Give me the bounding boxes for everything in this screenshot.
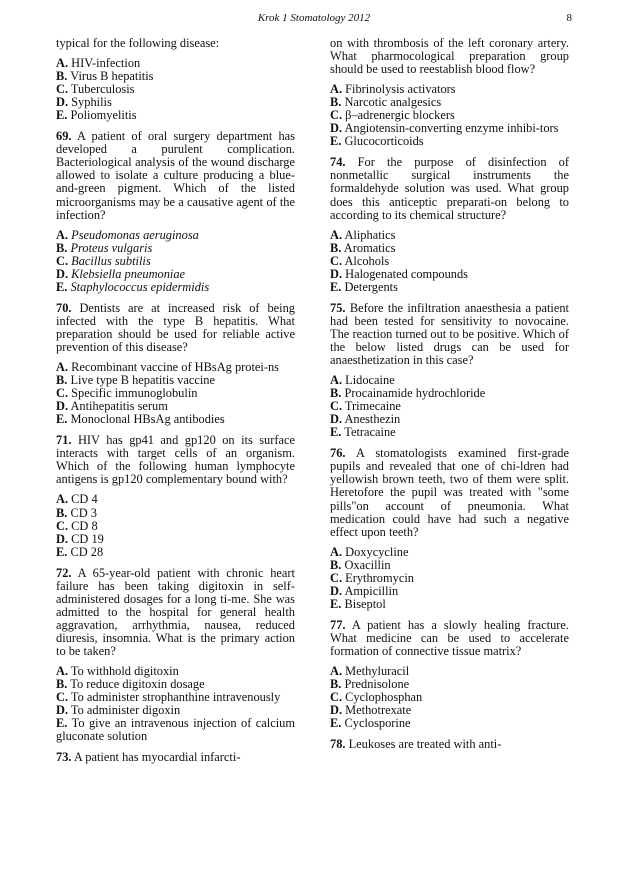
question-stem: typical for the following disease: xyxy=(56,36,220,50)
question-76 xyxy=(330,447,569,611)
page-number: 8 xyxy=(566,12,572,24)
option-text: Cyclosporine xyxy=(344,716,411,731)
option-text: CD 8 xyxy=(71,518,98,533)
question-75 xyxy=(330,302,569,439)
option-text: CD 28 xyxy=(70,544,104,559)
option-letter: C. xyxy=(330,690,343,705)
answer-option xyxy=(56,413,295,426)
option-text: CD 3 xyxy=(70,505,97,520)
answer-option xyxy=(56,281,295,294)
answer-option xyxy=(330,281,569,294)
option-letter: B. xyxy=(330,95,342,110)
option-text: Tuberculosis xyxy=(70,82,135,97)
option-letter: D. xyxy=(56,95,69,110)
question-78 xyxy=(330,738,569,751)
question-stem: on with thrombosis of the left coronary artery. What pharmocological preparation group should be used to reestablish blood flow? xyxy=(330,36,569,77)
option-text: Halogenated compounds xyxy=(345,266,468,281)
right-column xyxy=(330,37,569,759)
option-text: β–adrenergic blockers xyxy=(345,108,455,123)
option-text: Narcotic analgesics xyxy=(344,95,442,110)
question-77 xyxy=(330,619,569,730)
option-letter: D. xyxy=(330,412,343,427)
option-text: Syphilis xyxy=(71,95,112,110)
answer-options xyxy=(330,83,569,148)
option-letter: E. xyxy=(330,134,342,149)
question-number: 73. xyxy=(56,750,72,765)
answer-option xyxy=(56,717,295,743)
option-letter: E. xyxy=(330,596,342,611)
option-letter: D. xyxy=(330,121,343,136)
option-letter: A. xyxy=(330,664,343,679)
question-stem: A patient has myocardial infarcti- xyxy=(73,750,241,765)
option-letter: D. xyxy=(56,266,69,281)
question-continuation xyxy=(330,37,569,148)
option-letter: A. xyxy=(330,544,343,559)
question-74 xyxy=(330,156,569,293)
option-text: To withhold digitoxin xyxy=(70,664,179,679)
question-number: 76. xyxy=(330,446,346,461)
option-text: Virus B hepatitis xyxy=(70,69,154,84)
question-number: 70. xyxy=(56,300,72,315)
answer-option xyxy=(56,546,295,559)
option-text: Cyclophosphan xyxy=(345,690,423,705)
option-text: Pseudomonas aeruginosa xyxy=(71,227,199,242)
question-stem: Before the infiltration anaesthesia a patient had been tested for sensitivity to novocaine. The reaction turned out to be positive. Which of the below listed drugs can be used for anaesthetization in this case? xyxy=(330,300,569,368)
option-text: Specific immunoglobulin xyxy=(71,386,198,401)
option-letter: A. xyxy=(56,227,69,242)
option-text: Tetracaine xyxy=(344,425,396,440)
option-letter: B. xyxy=(56,69,68,84)
option-letter: D. xyxy=(330,703,343,718)
question-number: 77. xyxy=(330,617,346,632)
question-stem: HIV has gp41 and gp120 on its surface interacts with target cells of an organism. Which of the following human lymphocyte antigens is gp120 complementary bound with? xyxy=(56,433,295,487)
answer-options xyxy=(56,493,295,558)
option-text: Antihepatitis serum xyxy=(70,399,168,414)
option-text: Klebsiella pneumoniae xyxy=(71,266,186,281)
option-letter: C. xyxy=(330,399,343,414)
option-letter: A. xyxy=(330,373,343,388)
answer-options xyxy=(56,665,295,743)
question-stem: For the purpose of disinfection of nonmetallic surgical instruments the formaldehyde solution was used. What group does this anticeptic preparati-on belong to according to its chemical structure? xyxy=(330,155,569,222)
question-69 xyxy=(56,130,295,294)
question-stem: Leukoses are treated with anti- xyxy=(348,737,502,752)
option-letter: E. xyxy=(330,425,342,440)
option-letter: C. xyxy=(56,690,69,705)
option-text: Bacillus subtilis xyxy=(71,253,151,268)
question-stem: A patient has a slowly healing fracture. What medicine can be used to accelerate formation of connective tissue matrix? xyxy=(330,617,569,658)
option-text: Fibrinolysis activators xyxy=(345,82,456,97)
answer-option xyxy=(330,135,569,148)
question-stem: A 65-year-old patient with chronic heart failure has been taking digitoxin in self-administered dosages for a long ti-me. She was admitted to the hospital for general health aggravation, arrhythmia, nausea, reduced diuresis, insomnia. What is the primary action to be taken? xyxy=(56,565,295,658)
question-number: 72. xyxy=(56,565,72,580)
option-text: To give an intravenous injection of calcium gluconate solution xyxy=(56,716,296,744)
question-70 xyxy=(56,302,295,426)
option-letter: C. xyxy=(56,518,69,533)
option-letter: E. xyxy=(56,544,68,559)
question-stem: A stomatologists examined first-grade pupils and revealed that one of chi-ldren had yellowish brown teeth, two of them were split. Heretofore the pupil was treated with "some pills"on account of pneumonia. What medication could have had such a negative effect upon teeth? xyxy=(330,446,569,539)
option-text: Lidocaine xyxy=(345,373,395,388)
option-text: CD 19 xyxy=(71,531,104,546)
option-text: Aliphatics xyxy=(344,227,396,242)
option-text: HIV-infection xyxy=(71,56,141,71)
answer-options xyxy=(330,546,569,611)
question-number: 74. xyxy=(330,155,346,170)
option-text: Prednisolone xyxy=(344,677,410,692)
option-letter: C. xyxy=(56,386,69,401)
option-text: Oxacillin xyxy=(344,557,391,572)
option-text: Anesthezin xyxy=(344,412,401,427)
option-text: Detergents xyxy=(344,279,398,294)
option-letter: C. xyxy=(330,108,343,123)
option-letter: B. xyxy=(56,677,68,692)
option-letter: B. xyxy=(330,557,342,572)
answer-option xyxy=(330,598,569,611)
question-72 xyxy=(56,567,295,744)
option-text: To administer digoxin xyxy=(70,703,181,718)
option-text: To administer strophanthine intravenously xyxy=(70,690,281,705)
question-stem: A patient of oral surgery department has developed a purulent complication. Bacteriological analysis of the wound discharge allowed to isolate a culture producing a blue-and-green pigment. Which of the listed microorganisms may be a causative agent of the infection? xyxy=(56,129,295,222)
option-text: Methotrexate xyxy=(345,703,412,718)
question-number: 71. xyxy=(56,433,72,448)
option-text: CD 4 xyxy=(71,492,98,507)
option-letter: C. xyxy=(56,253,69,268)
option-letter: E. xyxy=(330,279,342,294)
option-letter: E. xyxy=(56,279,68,294)
option-letter: B. xyxy=(56,373,68,388)
option-letter: B. xyxy=(330,677,342,692)
option-text: Alcohols xyxy=(344,253,390,268)
option-letter: D. xyxy=(56,399,69,414)
option-text: Aromatics xyxy=(343,240,396,255)
option-letter: E. xyxy=(56,412,68,427)
question-73 xyxy=(56,751,295,764)
option-text: To reduce digitoxin dosage xyxy=(70,677,205,692)
answer-option xyxy=(330,717,569,730)
answer-options xyxy=(56,229,295,294)
option-letter: D. xyxy=(330,583,343,598)
option-text: Trimecaine xyxy=(344,399,401,414)
option-letter: C. xyxy=(56,82,69,97)
option-letter: E. xyxy=(330,716,342,731)
option-text: Monoclonal HBsAg antibodies xyxy=(70,412,225,427)
option-letter: C. xyxy=(330,570,343,585)
option-letter: B. xyxy=(56,240,68,255)
option-text: Proteus vulgaris xyxy=(70,240,153,255)
answer-option xyxy=(56,109,295,122)
option-letter: C. xyxy=(330,253,343,268)
option-text: Erythromycin xyxy=(345,570,414,585)
answer-options xyxy=(330,665,569,730)
option-letter: D. xyxy=(56,531,69,546)
option-letter: B. xyxy=(330,386,342,401)
option-letter: A. xyxy=(56,56,69,71)
option-text: Angiotensin-converting enzyme inhibi-tors xyxy=(344,121,559,136)
answer-options xyxy=(330,229,569,294)
option-text: Poliomyelitis xyxy=(70,108,137,123)
option-text: Glucocorticoids xyxy=(344,134,424,149)
option-text: Procainamide hydrochloride xyxy=(344,386,486,401)
option-letter: A. xyxy=(56,492,69,507)
answer-options xyxy=(330,374,569,439)
option-letter: E. xyxy=(56,716,68,731)
page-header xyxy=(56,12,572,28)
option-text: Ampicillin xyxy=(344,583,399,598)
question-continuation xyxy=(56,37,295,122)
option-text: Live type B hepatitis vaccine xyxy=(70,373,215,388)
answer-options xyxy=(56,57,295,122)
option-letter: A. xyxy=(56,360,69,375)
option-letter: E. xyxy=(56,108,68,123)
option-letter: A. xyxy=(330,82,343,97)
option-text: Methyluracil xyxy=(345,664,410,679)
option-letter: D. xyxy=(56,703,69,718)
question-number: 69. xyxy=(56,129,72,144)
question-number: 75. xyxy=(330,300,346,315)
option-text: Biseptol xyxy=(344,596,386,611)
option-text: Recombinant vaccine of HBsAg protei-ns xyxy=(71,360,279,375)
option-letter: B. xyxy=(330,240,342,255)
question-number: 78. xyxy=(330,737,346,752)
option-letter: A. xyxy=(56,664,69,679)
question-71 xyxy=(56,434,295,558)
option-text: Doxycycline xyxy=(345,544,409,559)
option-letter: A. xyxy=(330,227,343,242)
running-title: Krok 1 Stomatology 2012 xyxy=(257,12,371,24)
answer-option xyxy=(330,426,569,439)
option-letter: D. xyxy=(330,266,343,281)
question-stem: Dentists are at increased risk of being infected with the type B hepatitis. What preparation should be used for reliable active prevention of this disease? xyxy=(56,300,295,354)
answer-options xyxy=(56,361,295,426)
left-column xyxy=(56,37,295,772)
option-text: Staphylococcus epidermidis xyxy=(70,279,210,294)
option-letter: B. xyxy=(56,505,68,520)
